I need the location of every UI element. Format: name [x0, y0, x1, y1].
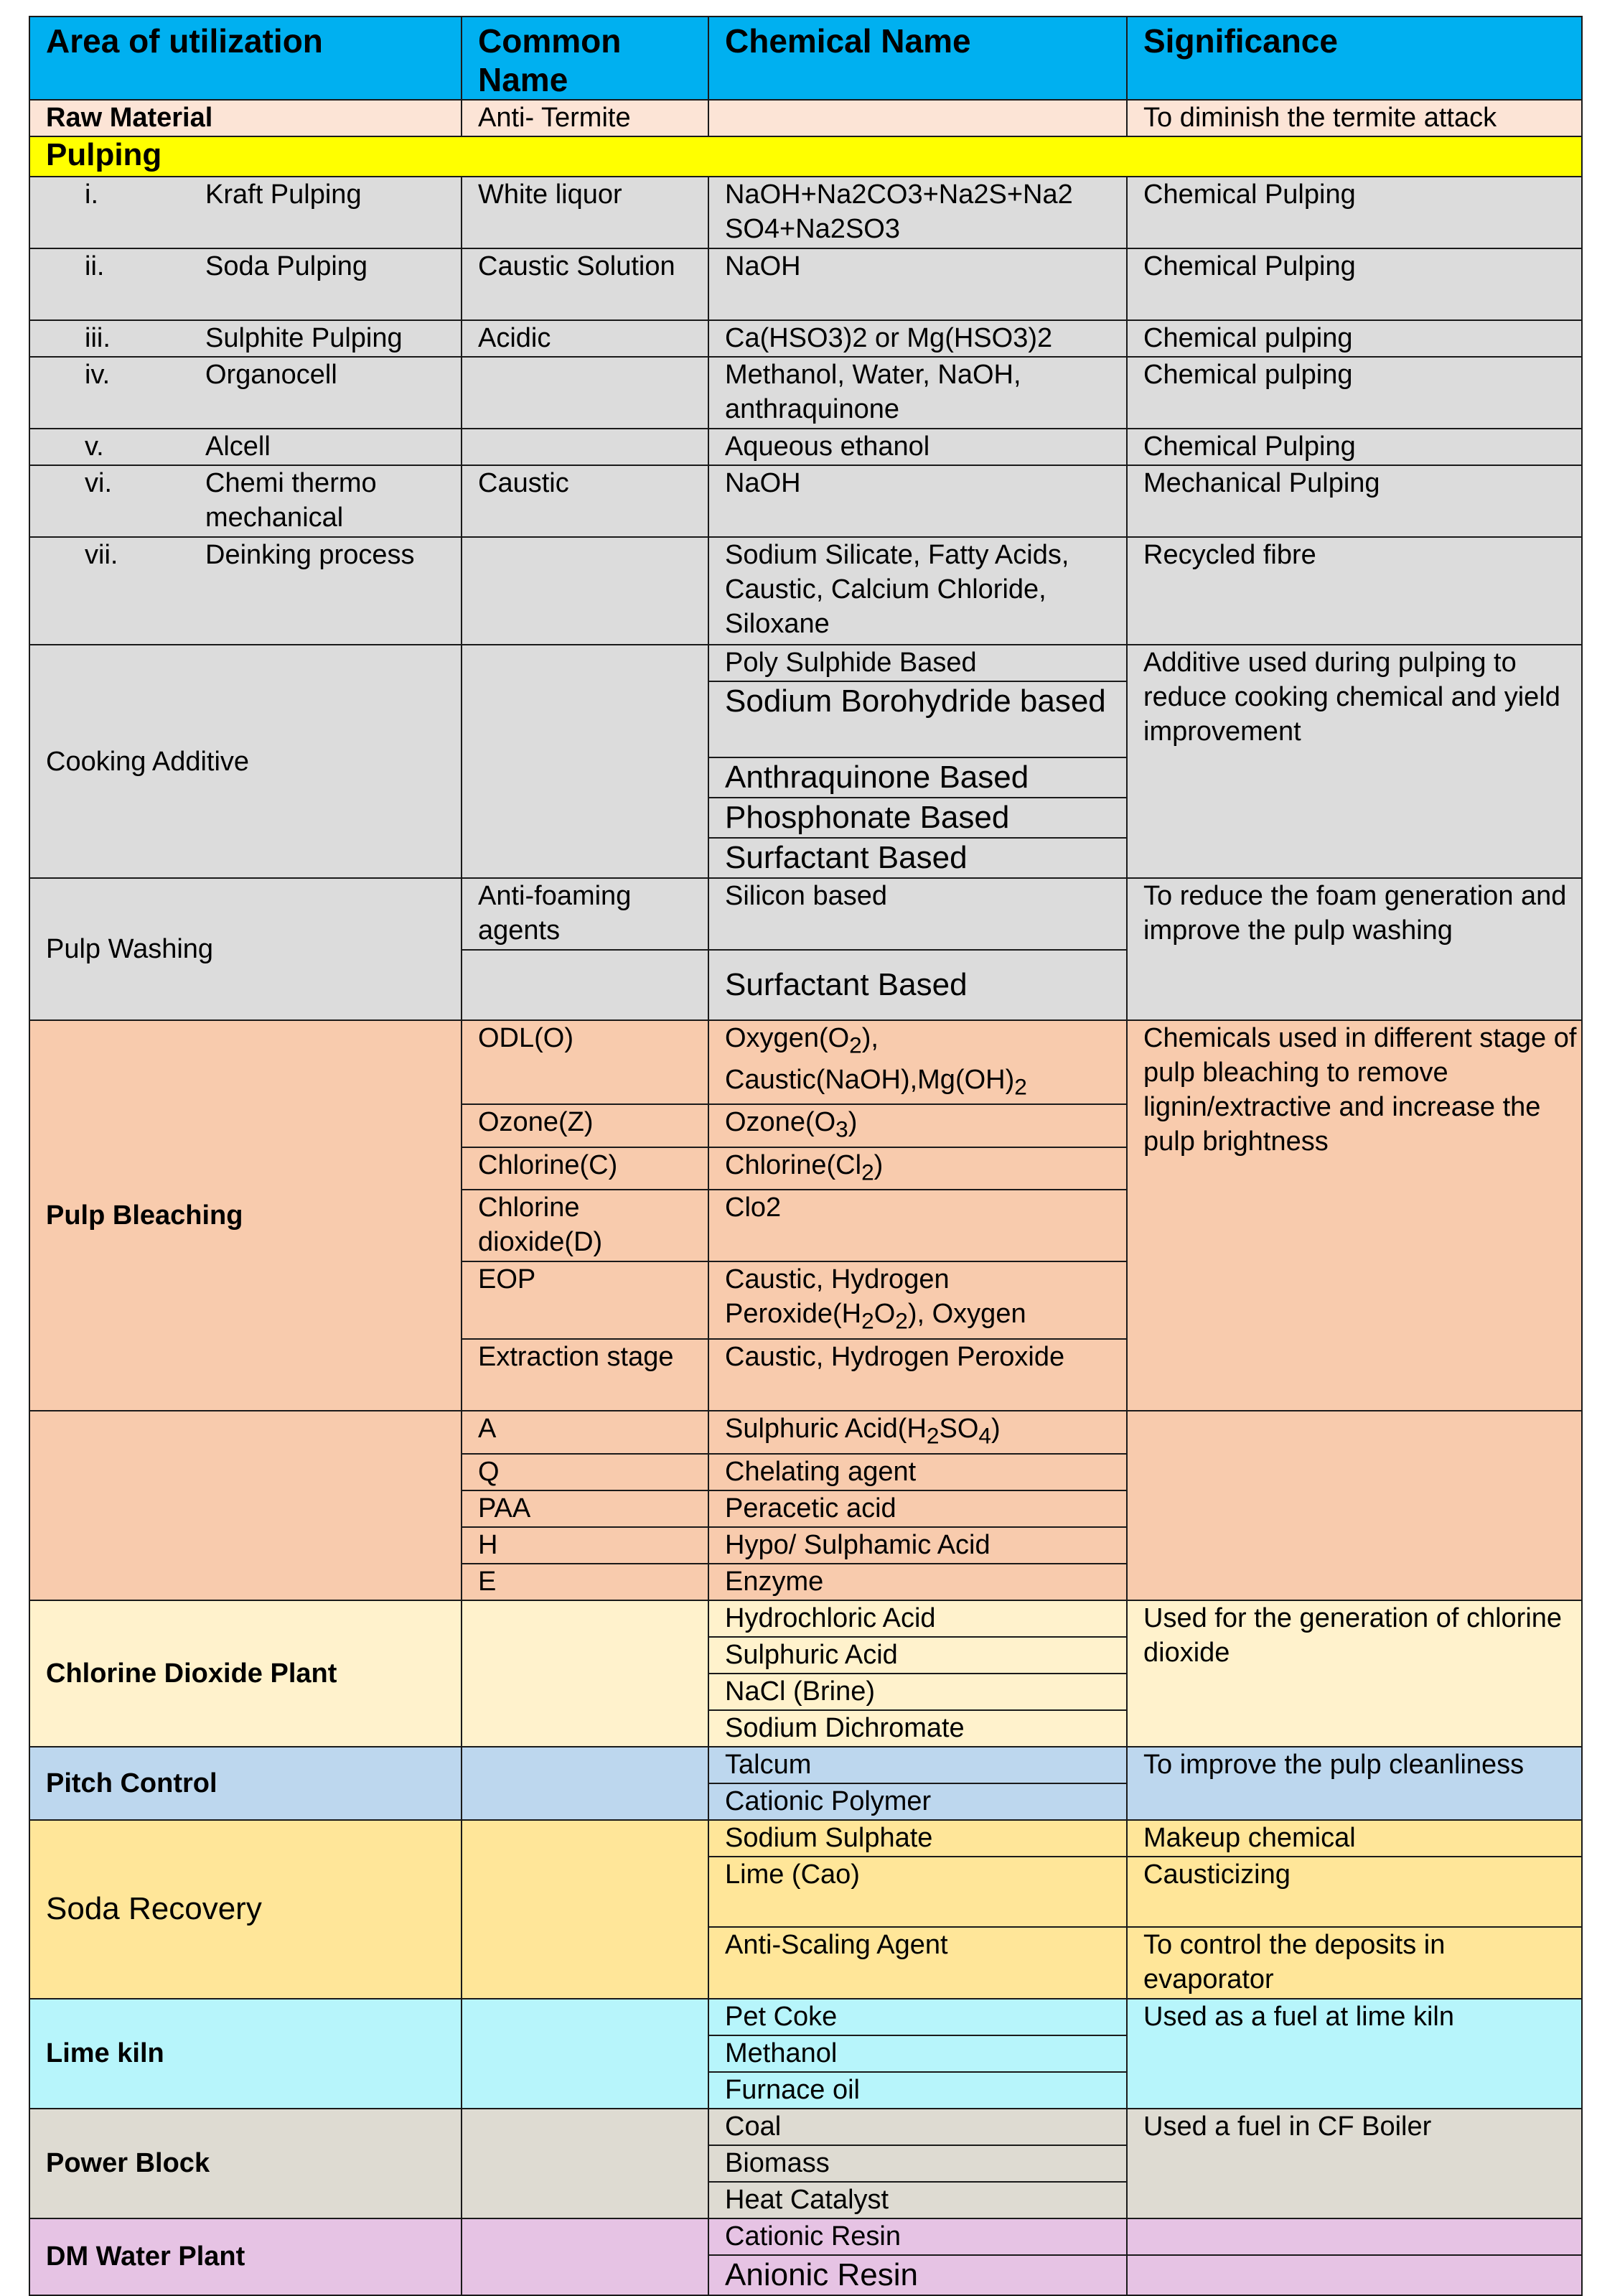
table-row [29, 1747, 1582, 1783]
raw-material-row [29, 100, 1582, 136]
area-cell: Power Block [29, 2109, 462, 2218]
significance-cell: Chemical pulping [1127, 357, 1582, 429]
chemical-cell: Anthraquinone Based [708, 757, 1127, 798]
common-cell [462, 537, 708, 645]
common-cell: Chlorine(C) [462, 1147, 708, 1190]
chemical-cell: Coal [708, 2109, 1127, 2145]
chemical-cell: Anionic Resin [708, 2255, 1127, 2295]
chemical-cell: Aqueous ethanol [708, 429, 1127, 465]
chemical-cell: Sodium Silicate, Fatty Acids, Caustic, Calcium Chloride, Siloxane [708, 537, 1127, 645]
common-cell: Q [462, 1454, 708, 1490]
header-significance: Significance [1127, 17, 1582, 100]
subscript: 4 [978, 1422, 992, 1449]
chemical-cell: Methanol, Water, NaOH, anthraquinone [708, 357, 1127, 429]
area-cell [29, 357, 462, 429]
chemical-cell: Ca(HSO3)2 or Mg(HSO3)2 [708, 320, 1127, 357]
chemical-cell: Poly Sulphide Based [708, 645, 1127, 681]
chemical-cell: Phosphonate Based [708, 798, 1127, 838]
chemical-cell: Chelating agent [708, 1454, 1127, 1490]
common-cell: A [462, 1411, 708, 1454]
chemical-cell: Sulphuric Acid [708, 1637, 1127, 1674]
significance-cell: Additive used during pulping to reduce cooking chemical and yield improvement [1127, 645, 1582, 878]
chemical-cell: Sodium Borohydride based [708, 681, 1127, 757]
significance-cell: To control the deposits in evaporator [1127, 1927, 1582, 1999]
table-row [29, 1600, 1582, 1637]
roman-numeral: vii. [85, 540, 118, 570]
subscript: 3 [835, 1116, 848, 1142]
section-title: Pulping [29, 136, 1582, 177]
roman-numeral: iv. [85, 360, 111, 390]
table-row [29, 2109, 1582, 2145]
significance-cell [1127, 2255, 1582, 2295]
table-row [29, 465, 1582, 537]
subscript: 2 [861, 1159, 874, 1185]
significance-cell: Causticizing [1127, 1857, 1582, 1927]
chemical-cell: Enzyme [708, 1564, 1127, 1600]
header-row [29, 17, 1582, 100]
common-cell [462, 1747, 708, 1820]
significance-cell: Used a fuel in CF Boiler [1127, 2109, 1582, 2218]
chemical-cell: Furnace oil [708, 2072, 1127, 2109]
common-cell: Anti-foaming agents [462, 878, 708, 950]
chemical-cell: NaOH+Na2CO3+Na2S+Na2 SO4+Na2SO3 [708, 177, 1127, 248]
common-cell: Caustic Solution [462, 248, 708, 320]
chemical-cell: Lime (Cao) [708, 1857, 1127, 1927]
chemical-cell: Sodium Dichromate [708, 1710, 1127, 1747]
header-common-name: Common Name [462, 17, 708, 100]
text-part: ), Caustic(NaOH),Mg(OH) [725, 1023, 1015, 1095]
common-cell: E [462, 1564, 708, 1600]
process-name: Kraft Pulping [205, 179, 362, 210]
chemical-cell: Heat Catalyst [708, 2182, 1127, 2218]
chemical-cell: NaOH [708, 248, 1127, 320]
significance-cell: Chemical pulping [1127, 320, 1582, 357]
significance-cell [1127, 1411, 1582, 1600]
chemical-cell: Cationic Polymer [708, 1783, 1127, 1820]
common-cell: Chlorine dioxide(D) [462, 1190, 708, 1261]
chemical-cell: Clo2 [708, 1190, 1127, 1261]
process-name: Chemi thermo mechanical [205, 468, 377, 533]
common-cell [462, 2218, 708, 2295]
table-row [29, 1411, 1582, 1454]
header-area: Area of utilization [29, 17, 462, 100]
chemical-cell: Surfactant Based [708, 950, 1127, 1020]
common-cell [462, 429, 708, 465]
chemical-cell: Surfactant Based [708, 838, 1127, 878]
table-row [29, 1820, 1582, 1857]
common-cell: Ozone(Z) [462, 1104, 708, 1147]
area-cell [29, 320, 462, 357]
significance-cell: Used as a fuel at lime kiln [1127, 1999, 1582, 2109]
process-name: Sulphite Pulping [205, 323, 403, 353]
significance-cell: To reduce the foam generation and improve the pulp washing [1127, 878, 1582, 1020]
significance-cell: Mechanical Pulping [1127, 465, 1582, 537]
text-part: Sulphuric Acid(H [725, 1413, 927, 1444]
area-cell: Pitch Control [29, 1747, 462, 1820]
area-cell: Cooking Additive [29, 645, 462, 878]
subscript: 2 [1014, 1073, 1027, 1100]
significance-cell: Chemical Pulping [1127, 248, 1582, 320]
chemical-cell: Hydrochloric Acid [708, 1600, 1127, 1637]
chemical-cell: Biomass [708, 2145, 1127, 2182]
area-cell: Pulp Washing [29, 878, 462, 1020]
common-cell: Anti- Termite [462, 100, 708, 136]
common-cell: EOP [462, 1261, 708, 1339]
table-row [29, 878, 1582, 950]
text-part: Ozone(O [725, 1107, 836, 1138]
area-cell [29, 537, 462, 645]
area-cell: Chlorine Dioxide Plant [29, 1600, 462, 1747]
chemical-cell: Silicon based [708, 878, 1127, 950]
process-name: Alcell [205, 431, 271, 462]
table-row [29, 537, 1582, 645]
chemical-cell: NaCl (Brine) [708, 1674, 1127, 1710]
area-cell [29, 248, 462, 320]
area-cell: Soda Recovery [29, 1820, 462, 1999]
table-row [29, 429, 1582, 465]
text-part: ) [874, 1149, 884, 1180]
area-cell: Pulp Bleaching [29, 1020, 462, 1411]
subscript: 2 [926, 1422, 940, 1449]
common-cell [462, 1820, 708, 1999]
chemical-cell: Methanol [708, 2035, 1127, 2072]
significance-cell: Chemicals used in different stage of pulp bleaching to remove lignin/extractive and increase the pulp brightness [1127, 1020, 1582, 1411]
area-cell [29, 177, 462, 248]
text-part: ) [848, 1107, 858, 1138]
table-row [29, 645, 1582, 681]
chemical-cell [708, 1147, 1127, 1190]
significance-cell: Chemical Pulping [1127, 177, 1582, 248]
chemical-cell [708, 100, 1127, 136]
text-part: O [874, 1299, 896, 1330]
common-cell [462, 645, 708, 878]
common-cell: ODL(O) [462, 1020, 708, 1104]
subscript: 2 [895, 1307, 908, 1334]
area-cell: Lime kiln [29, 1999, 462, 2109]
significance-cell [1127, 2218, 1582, 2255]
table-row [29, 177, 1582, 248]
table-row [29, 1999, 1582, 2035]
subscript: 2 [861, 1307, 874, 1334]
common-cell [462, 950, 708, 1020]
table-row [29, 1020, 1582, 1104]
chemical-cell: Sodium Sulphate [708, 1820, 1127, 1857]
significance-cell: Chemical Pulping [1127, 429, 1582, 465]
process-name: Organocell [205, 360, 337, 390]
chemical-cell [708, 1104, 1127, 1147]
area-cell [29, 1411, 462, 1600]
chemical-cell: Cationic Resin [708, 2218, 1127, 2255]
roman-numeral: i. [85, 179, 98, 210]
text-part: Caustic, Hydrogen Peroxide(H [725, 1264, 950, 1330]
chemicals-table-wrapper [29, 16, 1581, 2296]
common-cell: H [462, 1527, 708, 1564]
common-cell: White liquor [462, 177, 708, 248]
pulping-section-row [29, 136, 1582, 177]
table-row [29, 320, 1582, 357]
text-part: Oxygen(O [725, 1023, 850, 1053]
subscript: 2 [849, 1032, 862, 1058]
chemical-cell: NaOH [708, 465, 1127, 537]
significance-cell: Recycled fibre [1127, 537, 1582, 645]
text-part: ) [991, 1413, 1001, 1444]
chemicals-table [29, 16, 1583, 2296]
chemical-cell: Talcum [708, 1747, 1127, 1783]
significance-cell: To improve the pulp cleanliness [1127, 1747, 1582, 1820]
area-cell [29, 465, 462, 537]
table-row [29, 248, 1582, 320]
chemical-cell: Peracetic acid [708, 1490, 1127, 1527]
significance-cell: Makeup chemical [1127, 1820, 1582, 1857]
area-cell: DM Water Plant [29, 2218, 462, 2295]
table-row [29, 2218, 1582, 2255]
text-part: Chlorine(Cl [725, 1149, 862, 1180]
text-part: ), Oxygen [907, 1299, 1026, 1330]
text-part: SO [939, 1413, 979, 1444]
header-chemical-name: Chemical Name [708, 17, 1127, 100]
chemical-cell [708, 1411, 1127, 1454]
chemical-cell [708, 1020, 1127, 1104]
table-row [29, 357, 1582, 429]
roman-numeral: v. [85, 431, 104, 462]
chemical-cell: Caustic, Hydrogen Peroxide [708, 1339, 1127, 1411]
roman-numeral: vi. [85, 468, 112, 498]
common-cell [462, 357, 708, 429]
common-cell: Caustic [462, 465, 708, 537]
chemical-cell: Anti-Scaling Agent [708, 1927, 1127, 1999]
common-cell [462, 1600, 708, 1747]
common-cell: PAA [462, 1490, 708, 1527]
common-cell [462, 2109, 708, 2218]
area-cell [29, 429, 462, 465]
chemical-cell: Pet Coke [708, 1999, 1127, 2035]
common-cell [462, 1999, 708, 2109]
process-name: Deinking process [205, 540, 415, 570]
significance-cell: Used for the generation of chlorine dioxide [1127, 1600, 1582, 1747]
area-cell: Raw Material [29, 100, 462, 136]
roman-numeral: iii. [85, 323, 111, 353]
common-cell: Acidic [462, 320, 708, 357]
chemical-cell [708, 1261, 1127, 1339]
process-name: Soda Pulping [205, 251, 368, 281]
common-cell: Extraction stage [462, 1339, 708, 1411]
roman-numeral: ii. [85, 251, 105, 281]
chemical-cell: Hypo/ Sulphamic Acid [708, 1527, 1127, 1564]
significance-cell: To diminish the termite attack [1127, 100, 1582, 136]
